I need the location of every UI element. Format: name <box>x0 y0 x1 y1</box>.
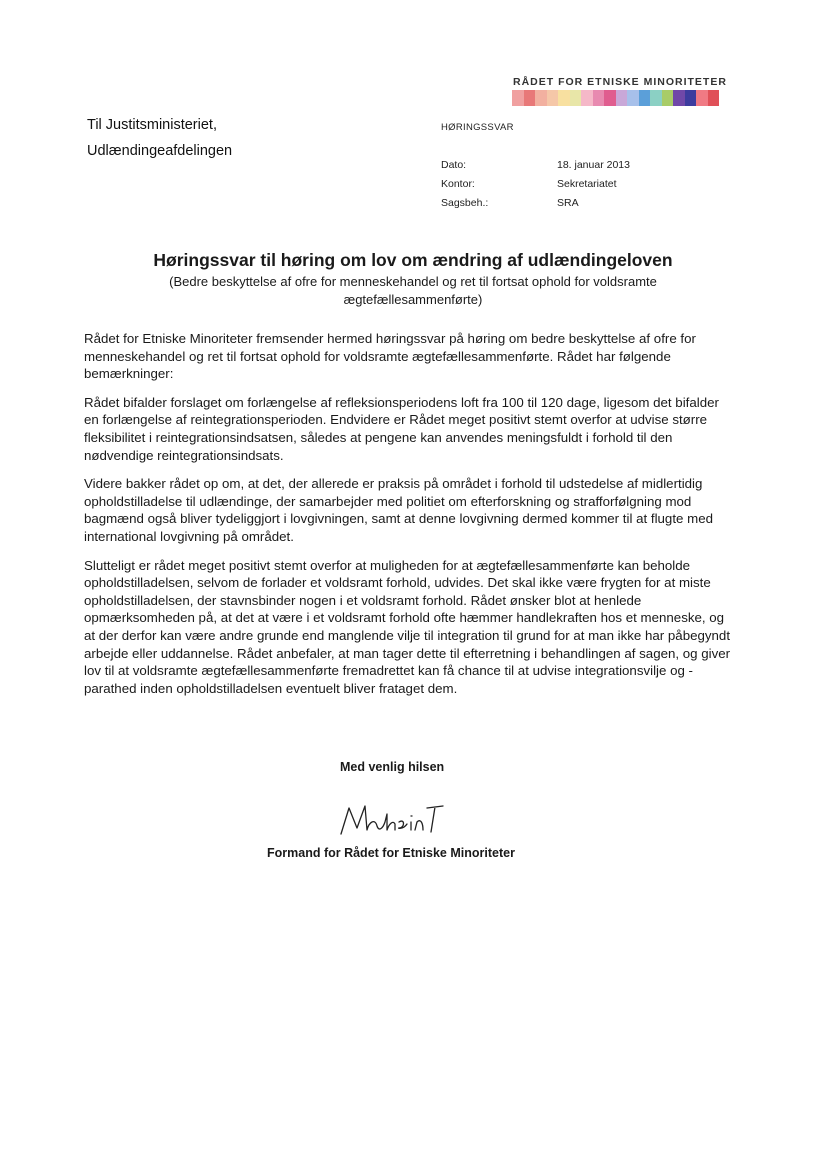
recipient-line-2: Udlændingeafdelingen <box>87 143 233 159</box>
logo-color-stripe <box>696 90 708 106</box>
document-metadata <box>441 155 630 212</box>
logo-color-stripe <box>604 90 616 106</box>
logo-color-stripe <box>558 90 570 106</box>
logo-color-stripe <box>650 90 662 106</box>
body-paragraph: Slutteligt er rådet meget positivt stemt overfor at muligheden for at ægtefællesammenførte kan beholde opholdstilladelsen, selvom de forlader et voldsramt forhold, udvides. Det skal ikke være frygten for at miste opholdstilladelsen, der stavnsbinder nogen i et voldsramt forhold. Rådet ønsker blot at henlede opmærksomheden på, at det at være i et voldsramt forhold ofte hæmmer handlekraften hos et menneske, og at der derfor kan være andre grunde end manglende vilje til integration til grund for at man ikke har påbegyndt arbejde eller uddannelse. Rådet anbefaler, at man tager dette til efterretning i behandlingen af sagen, og giver lov til at voldsramte ægtefællesammenførte fremadrettet kan få chance til at udvise integrationsvilje og -parathed inden opholdstilladelsen eventuelt bliver frataget dem. <box>84 557 731 696</box>
meta-row-office <box>441 174 630 193</box>
meta-label: Kontor: <box>441 177 475 190</box>
recipient-line-1: Til Justitsministeriet, <box>87 117 217 133</box>
meta-label: Dato: <box>441 158 467 171</box>
body-paragraph: Videre bakker rådet op om, at det, der allerede er praksis på området i forhold til udstedelse af midlertidig opholdstilladelse til udlændinge, der samarbejder med politiet om efterforskning og strafforfølgning mod bagmænd også bliver tydeliggjort i lovgivningen, samt at denne lovgivning dermed kommer til at flugte med international lovgivning på området. <box>84 476 713 544</box>
logo-color-stripe <box>547 90 559 106</box>
logo-color-stripe <box>673 90 685 106</box>
logo-color-stripe <box>662 90 674 106</box>
handwritten-signature <box>335 800 445 840</box>
signer-title: Formand for Rådet for Etniske Minoriteter <box>267 846 515 860</box>
logo-color-stripe <box>570 90 582 106</box>
logo-color-stripe <box>593 90 605 106</box>
meta-row-caseworker <box>441 193 630 212</box>
document-subtitle: (Bedre beskyttelse af ofre for menneskehandel og ret til fortsat ophold for voldsramte ægtefællesammenførte) <box>169 274 657 307</box>
meta-label: Sagsbeh.: <box>441 196 489 209</box>
document-title: Høringssvar til høring om lov om ændring af udlændingeloven <box>153 250 673 270</box>
logo-color-stripe <box>627 90 639 106</box>
body-paragraph: Rådet for Etniske Minoriteter fremsender hermed høringssvar på høring om bedre beskyttelse af ofre for menneskehandel og ret til fortsat ophold for voldsramte ægtefællesammenførte. Rådet har følgende bemærkninger: <box>84 331 696 382</box>
logo-color-stripe <box>581 90 593 106</box>
meta-row-date <box>441 155 630 174</box>
body-paragraph: Rådet bifalder forslaget om forlængelse af refleksionsperiodens loft fra 100 til 120 dage, ligesom det bifalder en forlængelse af reintegrationsperioden. Endvidere er Rådet meget positivt stemt overfor at udvise større fleksibilitet i reintegrationsindsatsen, således at pengene kan anvendes meningsfuldt i forhold til den nødvendige reintegrationsindsats. <box>84 394 719 463</box>
document-type: HØRINGSSVAR <box>441 122 514 133</box>
organization-logo-text: RÅDET FOR ETNISKE MINORITETER <box>513 76 727 88</box>
logo-color-bar <box>512 90 719 106</box>
closing-greeting: Med venlig hilsen <box>340 760 445 774</box>
logo-color-stripe <box>639 90 651 106</box>
logo-color-stripe <box>512 90 524 106</box>
letter-body <box>84 330 732 708</box>
meta-value: SRA <box>557 196 579 209</box>
logo-color-stripe <box>708 90 720 106</box>
logo-color-stripe <box>524 90 536 106</box>
meta-value: 18. januar 2013 <box>557 158 630 171</box>
logo-color-stripe <box>535 90 547 106</box>
logo-color-stripe <box>685 90 697 106</box>
meta-value: Sekretariatet <box>557 177 617 190</box>
logo-color-stripe <box>616 90 628 106</box>
